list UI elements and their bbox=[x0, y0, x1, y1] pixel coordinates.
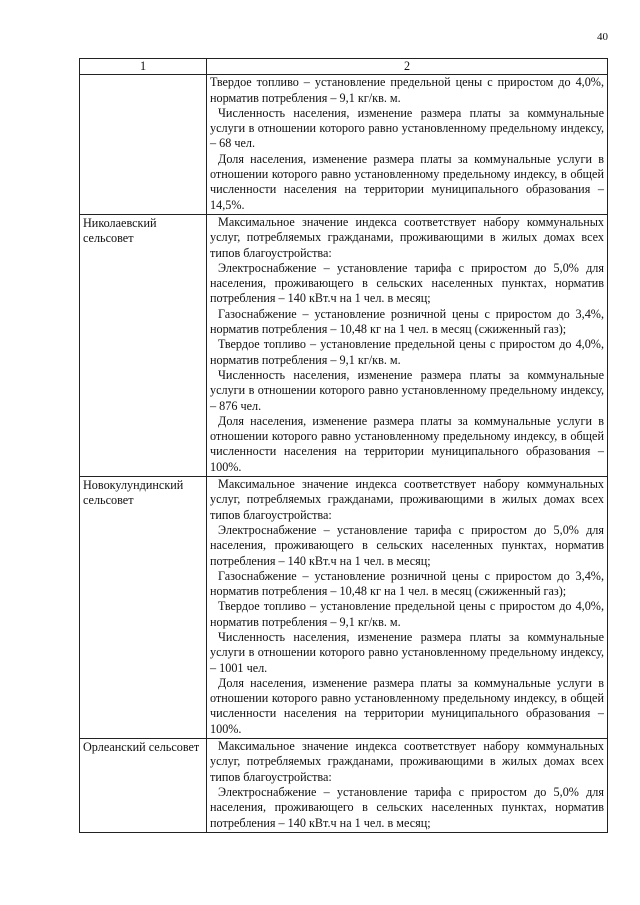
paragraph: Максимальное значение индекса соответствует набору коммунальных услуг, потребляемых гражданами, проживающими в жилых домах всех типов благоустройства: bbox=[210, 477, 604, 522]
table-header-row bbox=[80, 59, 608, 75]
table-row bbox=[80, 75, 608, 215]
description-cell bbox=[207, 75, 608, 215]
paragraph: Электроснабжение – установление тарифа с приростом до 5,0% для населения, проживающего в сельских населенных пунктах, норматив потребления – 140 кВт.ч на 1 чел. в месяц; bbox=[210, 522, 604, 568]
table-row bbox=[80, 214, 608, 476]
paragraph: Твердое топливо – установление предельной цены с приростом до 4,0%, норматив потребления – 9,1 кг/кв. м. bbox=[210, 337, 604, 367]
paragraph: Доля населения, изменение размера платы за коммунальные услуги в отношении которого равно установленному предельному индексу, в общей численности населения на территории муниципального образования – 100%. bbox=[210, 675, 604, 736]
column-header-2: 2 bbox=[207, 59, 608, 75]
paragraph: Численность населения, изменение размера платы за коммунальные услуги в отношении которого равно установленному предельному индексу, – 1001 чел. bbox=[210, 629, 604, 675]
page-number: 40 bbox=[597, 31, 608, 43]
paragraph: Численность населения, изменение размера платы за коммунальные услуги в отношении которого равно установленному предельному индексу, – 68 чел. bbox=[210, 105, 604, 151]
description-cell bbox=[207, 214, 608, 476]
description-cell bbox=[207, 739, 608, 833]
table-row bbox=[80, 739, 608, 833]
paragraph: Максимальное значение индекса соответствует набору коммунальных услуг, потребляемых гражданами, проживающими в жилых домах всех типов благоустройства: bbox=[210, 739, 604, 784]
description-cell bbox=[207, 477, 608, 739]
paragraph: Доля населения, изменение размера платы за коммунальные услуги в отношении которого равно установленному предельному индексу, в общей численности населения на территории муниципального образования – 14,5%. bbox=[210, 151, 604, 212]
paragraph: Численность населения, изменение размера платы за коммунальные услуги в отношении которого равно установленному предельному индексу, – 876 чел. bbox=[210, 367, 604, 413]
paragraph: Газоснабжение – установление розничной цены с приростом до 3,4%, норматив потребления – 10,48 кг на 1 чел. в месяц (сжиженный газ); bbox=[210, 568, 604, 599]
region-cell: Новокулундинский сельсовет bbox=[80, 477, 207, 739]
region-cell: Орлеанский сельсовет bbox=[80, 739, 207, 833]
tariff-table bbox=[79, 58, 608, 833]
paragraph: Максимальное значение индекса соответствует набору коммунальных услуг, потребляемых гражданами, проживающими в жилых домах всех типов благоустройства: bbox=[210, 214, 604, 260]
table-row bbox=[80, 477, 608, 739]
column-header-1: 1 bbox=[80, 59, 207, 75]
region-cell: Николаевский сельсовет bbox=[80, 214, 207, 476]
paragraph: Твердое топливо – установление предельной цены с приростом до 4,0%, норматив потребления – 9,1 кг/кв. м. bbox=[210, 75, 604, 105]
paragraph: Доля населения, изменение размера платы за коммунальные услуги в отношении которого равно установленному предельному индексу, в общей численности населения на территории муниципального образования – 100%. bbox=[210, 413, 604, 474]
paragraph: Твердое топливо – установление предельной цены с приростом до 4,0%, норматив потребления – 9,1 кг/кв. м. bbox=[210, 599, 604, 629]
paragraph: Газоснабжение – установление розничной цены с приростом до 3,4%, норматив потребления – 10,48 кг на 1 чел. в месяц (сжиженный газ); bbox=[210, 306, 604, 337]
paragraph: Электроснабжение – установление тарифа с приростом до 5,0% для населения, проживающего в сельских населенных пунктах, норматив потребления – 140 кВт.ч на 1 чел. в месяц; bbox=[210, 784, 604, 830]
paragraph: Электроснабжение – установление тарифа с приростом до 5,0% для населения, проживающего в сельских населенных пунктах, норматив потребления – 140 кВт.ч на 1 чел. в месяц; bbox=[210, 260, 604, 306]
region-cell bbox=[80, 75, 207, 215]
